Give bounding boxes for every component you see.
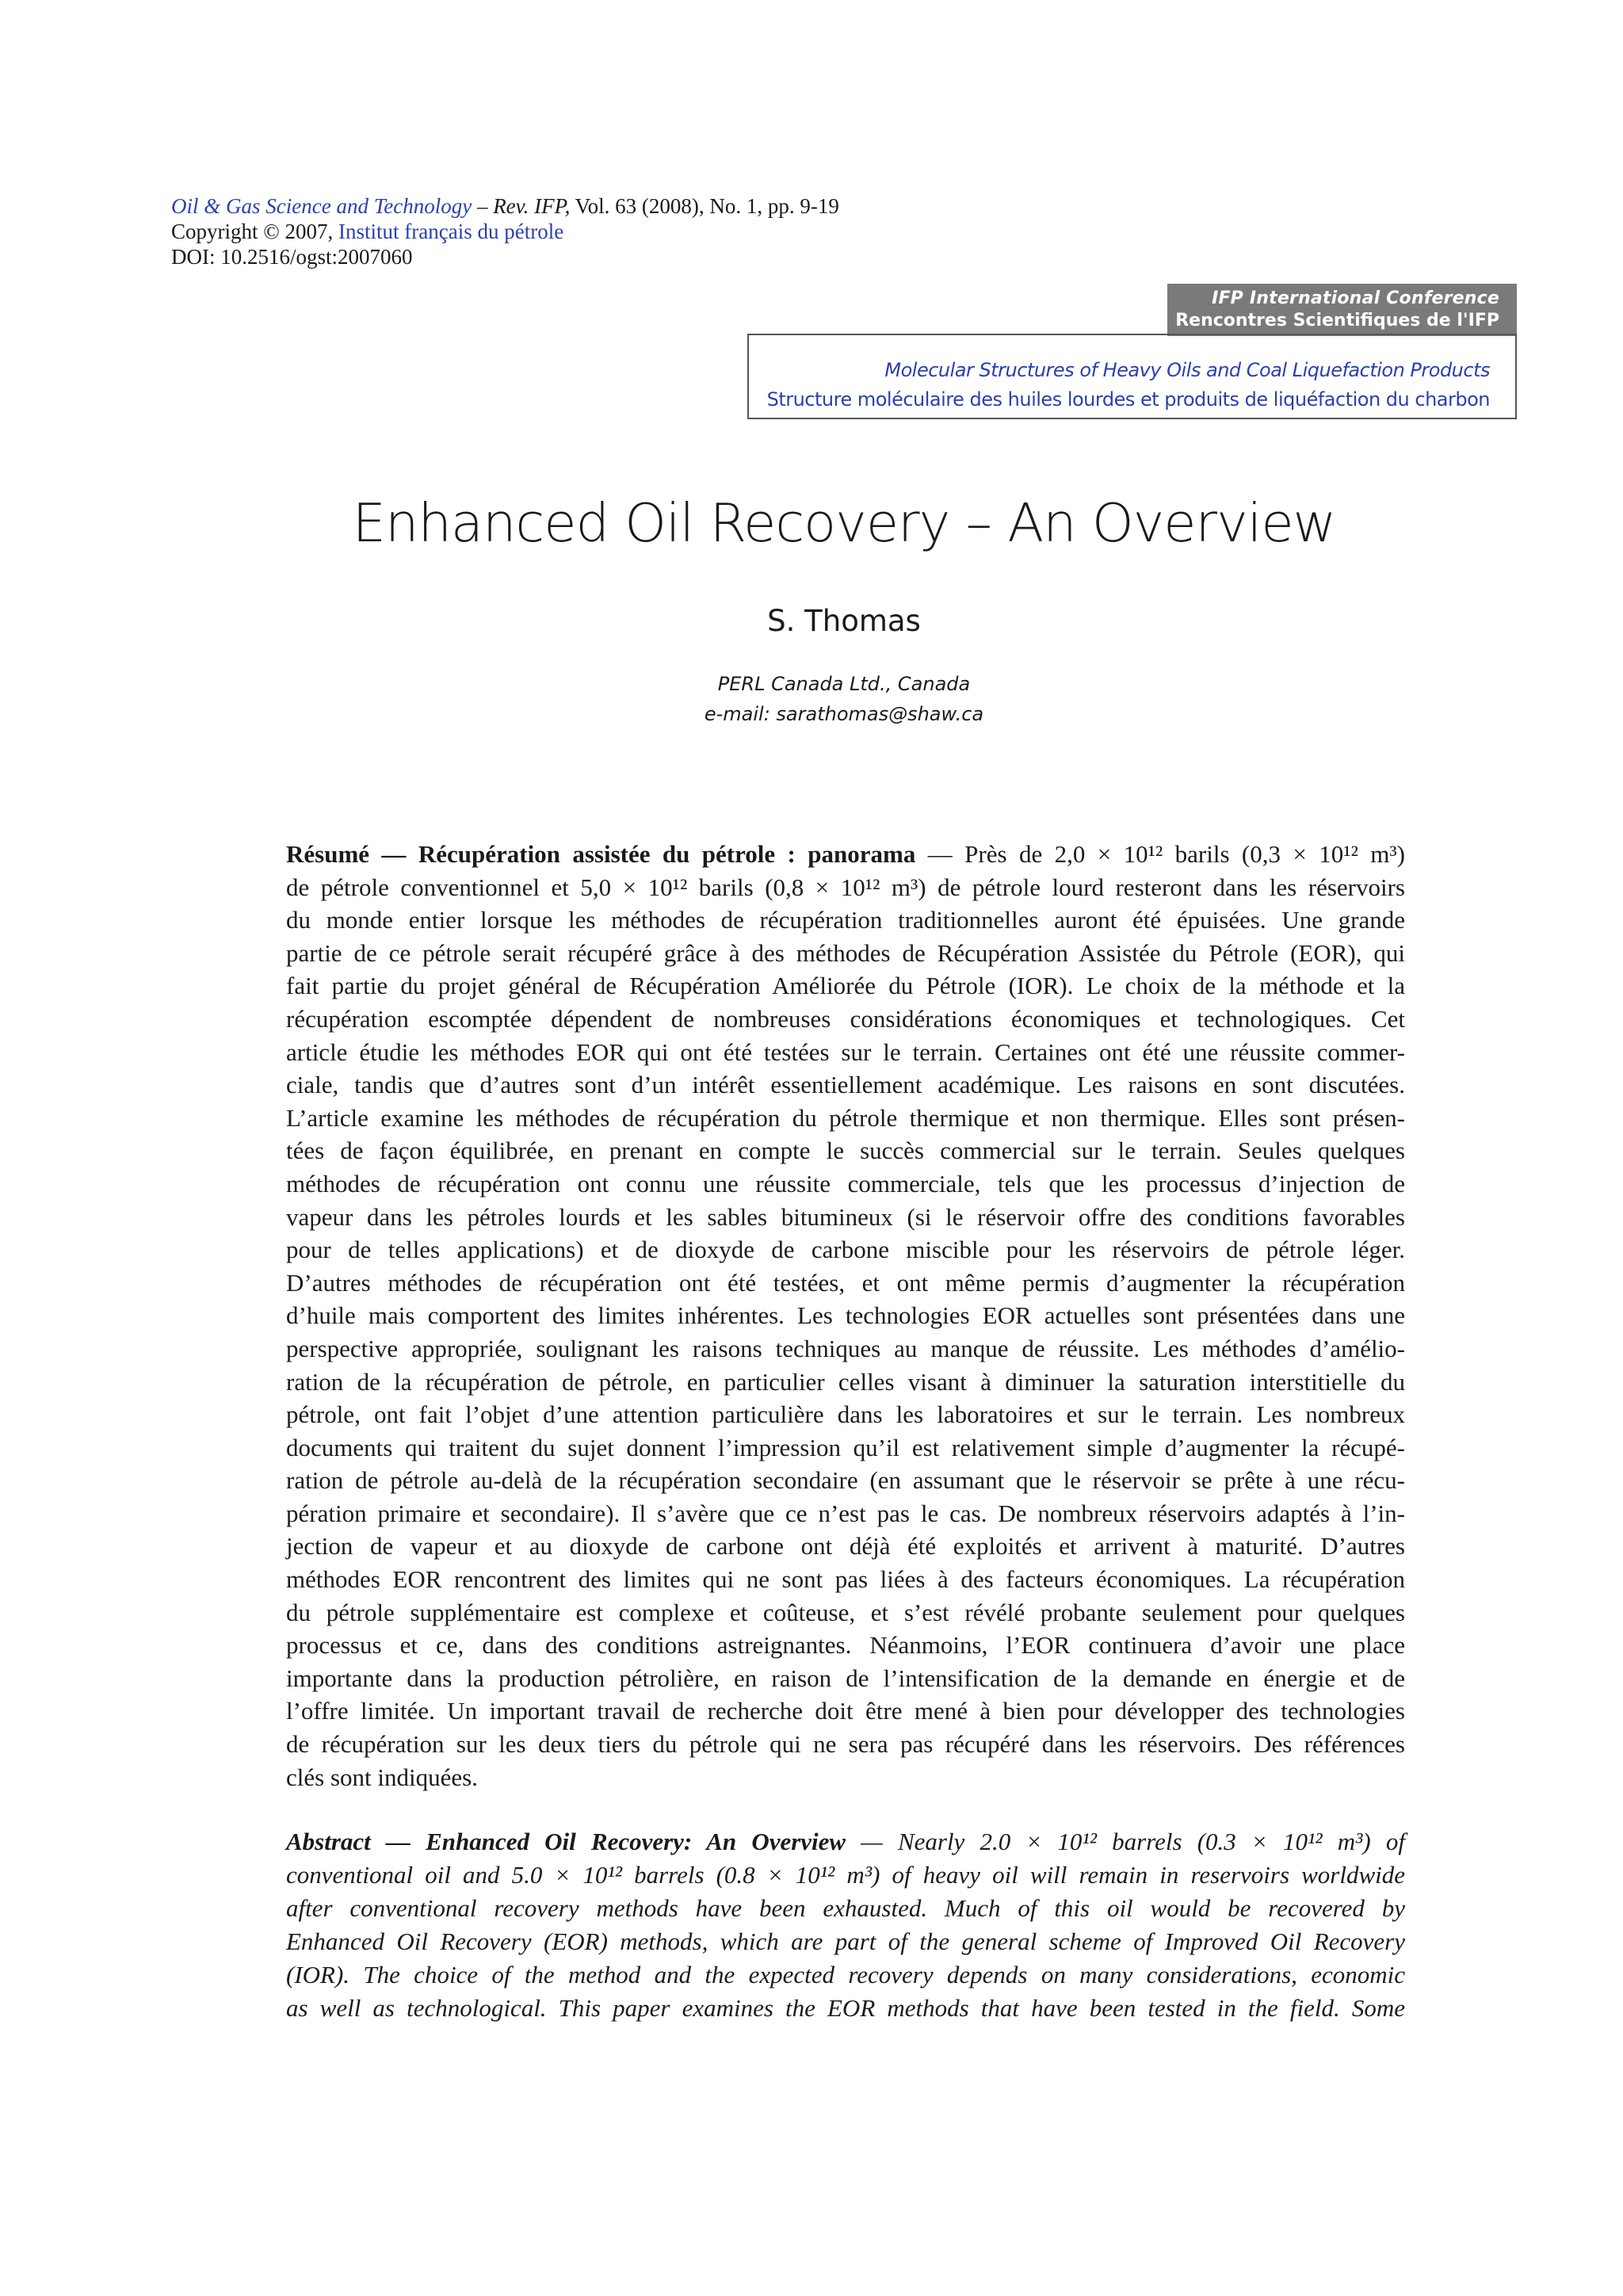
copyright-line xyxy=(171,219,839,244)
resume-line: perspective appropriée, soulignant les raisons techniques au manque de réussite. Les méthodes d’amélio- xyxy=(286,1334,1405,1362)
resume-lead: Résumé — Récupération assistée du pétrole : panorama xyxy=(286,840,916,868)
abstract-line xyxy=(286,1825,1405,1859)
resume-line: ration de la récupération de pétrole, en particulier celles visant à diminuer la saturation interstitielle du xyxy=(286,1367,1405,1396)
abstract-line: after conventional recovery methods have been exhausted. Much of this oil would be recovered by xyxy=(286,1894,1405,1922)
resume-line: vapeur dans les pétroles lourds et les sables bitumineux (si le réservoir offre des conditions favorables xyxy=(286,1202,1405,1231)
resume-line: documents qui traitent du sujet donnent l’impression qu’il est relativement simple d’augmenter la récupé- xyxy=(286,1433,1405,1461)
resume-line: importante dans la production pétrolière, en raison de l’intensification de la demande en énergie et de xyxy=(286,1664,1405,1692)
resume-line: du monde entier lorsque les méthodes de récupération traditionnelles auront été épuisées. Une grande xyxy=(286,906,1405,934)
resume-line: tées de façon équilibrée, en prenant en compte le succès commercial sur le terrain. Seules quelques xyxy=(286,1137,1405,1165)
abstract-line: conventional oil and 5.0 × 10¹² barrels (0.8 × 10¹² m³) of heavy oil will remain in reservoirs worldwide xyxy=(286,1861,1405,1889)
resume-line: article étudie les méthodes EOR qui ont été testées sur le terrain. Certaines ont été une réussite commer- xyxy=(286,1037,1405,1066)
resume-line: ciale, tandis que d’autres sont d’un intérêt essentiellement académique. Les raisons en sont discutées. xyxy=(286,1071,1405,1099)
journal-rev: – Rev. IFP, xyxy=(472,194,571,218)
resume-line: d’huile mais comportent des limites inhérentes. Les technologies EOR actuelles sont présentées dans une xyxy=(286,1301,1405,1330)
resume-line: pour de telles applications) et de dioxyde de carbone miscible pour les réservoirs de pétrole léger. xyxy=(286,1236,1405,1264)
copyright-text: Copyright © 2007, xyxy=(171,220,339,243)
abstract-line-text: — Nearly 2.0 × 10¹² barrels (0.3 × 10¹² m³) of xyxy=(846,1828,1405,1855)
author-name: S. Thomas xyxy=(767,604,921,638)
resume-section xyxy=(286,838,1405,1794)
resume-line: clés sont indiquées. xyxy=(286,1763,478,1791)
page-title: Enhanced Oil Recovery – An Overview xyxy=(352,492,1336,554)
resume-line: partie de ce pétrole serait récupéré grâce à des méthodes de Récupération Assistée du Pétrole (EOR), qui xyxy=(286,938,1405,967)
resume-line: D’autres méthodes de récupération ont été testées, et ont même permis d’augmenter la récupération xyxy=(286,1268,1405,1297)
abstract-line: Enhanced Oil Recovery (EOR) methods, which are part of the general scheme of Improved Oil Recovery xyxy=(286,1927,1405,1955)
author-affiliation: PERL Canada Ltd., Canada xyxy=(717,673,971,695)
author-email: e-mail: sarathomas@shaw.ca xyxy=(704,703,984,725)
resume-line-text: — Près de 2,0 × 10¹² barils (0,3 × 10¹² m³) xyxy=(915,840,1406,868)
symposium-box xyxy=(747,334,1517,419)
resume-line: récupération escomptée dépendent de nombreuses considérations économiques et technologiques. Cet xyxy=(286,1004,1405,1033)
resume-line: pétrole, ont fait l’objet d’une attention particulière dans les laboratoires et sur le terrain. Les nombreux xyxy=(286,1400,1405,1429)
abstract-line: (IOR). The choice of the method and the expected recovery depends on many considerations, economic xyxy=(286,1961,1405,1988)
resume-line: méthodes de récupération ont connu une réussite commerciale, tels que les processus d’injection de xyxy=(286,1169,1405,1198)
citation-line xyxy=(171,193,839,219)
conference-subtitle: Rencontres Scientifiques de l'IFP xyxy=(1175,311,1499,330)
resume-line: méthodes EOR rencontrent des limites qui ne sont pas liées à des facteurs économiques. La récupération xyxy=(286,1565,1405,1594)
journal-link[interactable]: Oil & Gas Science and Technology xyxy=(171,194,472,218)
resume-line: ration de pétrole au-delà de la récupération secondaire (en assumant que le réservoir se prête à une récu- xyxy=(286,1466,1405,1495)
symposium-title-fr[interactable]: Structure moléculaire des huiles lourdes et produits de liquéfaction du charbon xyxy=(766,388,1490,411)
resume-line: de pétrole conventionnel et 5,0 × 10¹² barils (0,8 × 10¹² m³) de pétrole lourd resteront dans les réservoirs xyxy=(286,873,1405,901)
doi-line: DOI: 10.2516/ogst:2007060 xyxy=(171,245,413,269)
abstract-line: as well as technological. This paper examines the EOR methods that have been tested in the field. Some xyxy=(286,1994,1405,2022)
journal-volume: Vol. 63 (2008), No. 1, pp. 9-19 xyxy=(570,194,839,218)
resume-line: pération primaire et secondaire). Il s’avère que ce n’est pas le cas. De nombreux réservoirs adaptés à l’in- xyxy=(286,1499,1405,1527)
institute-link[interactable]: Institut français du pétrole xyxy=(338,220,564,243)
conference-title: IFP International Conference xyxy=(1212,288,1499,308)
conference-banner xyxy=(1167,284,1517,336)
resume-line xyxy=(286,838,1405,871)
resume-line: de récupération sur les deux tiers du pétrole qui ne sera pas récupéré dans les réservoirs. Des références xyxy=(286,1730,1405,1759)
journal-header xyxy=(171,193,839,269)
resume-line: L’article examine les méthodes de récupération du pétrole thermique et non thermique. Elles sont présen- xyxy=(286,1103,1405,1132)
abstract-section xyxy=(286,1825,1405,2025)
resume-line: jection de vapeur et au dioxyde de carbone ont déjà été exploités et arrivent à maturité. D’autres xyxy=(286,1532,1405,1561)
resume-line: l’offre limitée. Un important travail de recherche doit être mené à bien pour développer des technologies xyxy=(286,1697,1405,1725)
resume-line: processus et ce, dans des conditions astreignantes. Néanmoins, l’EOR continuera d’avoir une place xyxy=(286,1631,1405,1660)
symposium-title-en[interactable]: Molecular Structures of Heavy Oils and Coal Liquefaction Products xyxy=(884,359,1490,381)
abstract-lead: Abstract — Enhanced Oil Recovery: An Overview xyxy=(286,1828,846,1855)
resume-line: du pétrole supplémentaire est complexe et coûteuse, et s’est révélé probante seulement pour quelques xyxy=(286,1598,1405,1626)
resume-line: fait partie du projet général de Récupération Améliorée du Pétrole (IOR). Le choix de la méthode et la xyxy=(286,972,1405,1000)
